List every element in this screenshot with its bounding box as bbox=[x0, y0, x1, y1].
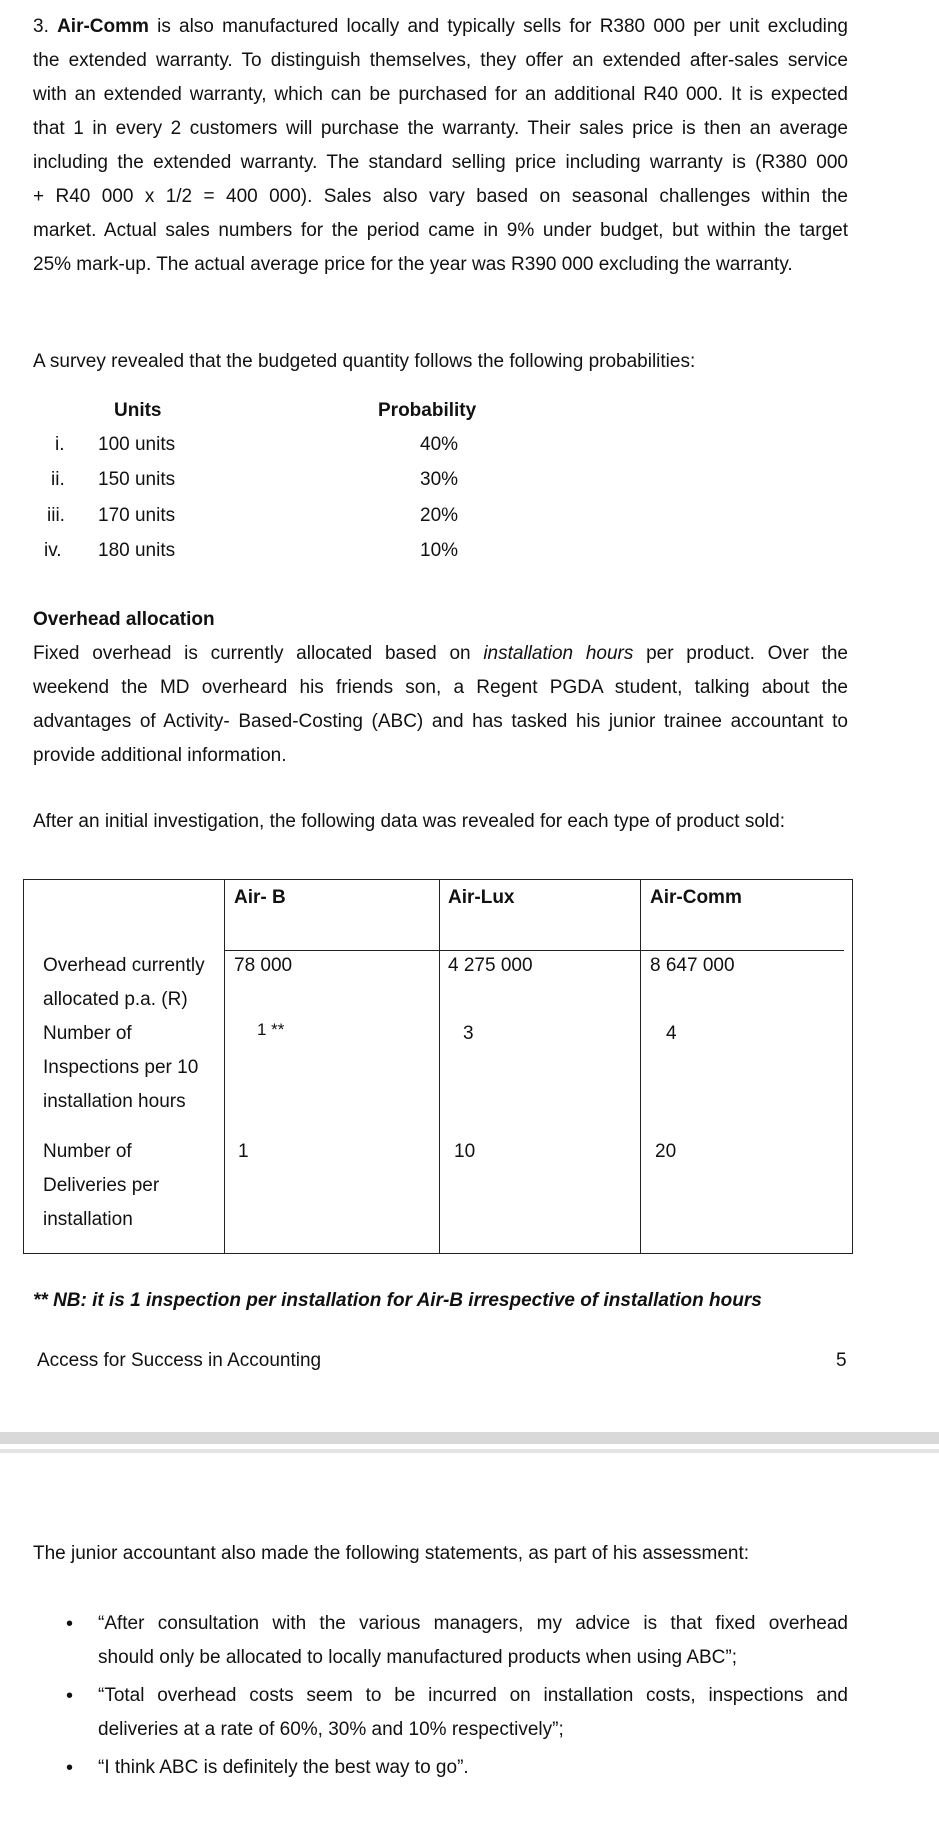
paragraph-line: the extended warranty. To distinguish themselves, they offer an extended after-sales service bbox=[33, 50, 848, 71]
statement-line: should only be allocated to locally manufactured products when using ABC”; bbox=[98, 1647, 737, 1668]
question-3-paragraph bbox=[33, 10, 848, 282]
page-number: 5 bbox=[836, 1350, 847, 1371]
column-header: Air-Comm bbox=[650, 887, 742, 908]
bullet-icon: • bbox=[66, 1757, 74, 1779]
paragraph-line: is also manufactured locally and typically sells for R380 000 per unit excluding bbox=[148, 16, 848, 37]
table-cell: 4 bbox=[666, 1023, 677, 1044]
table-divider bbox=[224, 880, 225, 1253]
probability-header: Probability bbox=[378, 400, 477, 421]
table-cell: 10 bbox=[454, 1141, 476, 1162]
table-cell: 1 ** bbox=[257, 1020, 285, 1039]
statements-intro: The junior accountant also made the following statements, as part of his assessment: bbox=[33, 1543, 750, 1564]
table-divider bbox=[640, 880, 641, 1253]
survey-numeral: ii. bbox=[51, 469, 65, 490]
paragraph-line: with an extended warranty, which can be purchased for an additional R40 000. It is expected bbox=[33, 84, 848, 105]
paragraph-line: weekend the MD overheard his friends son, a Regent PGDA student, talking about the bbox=[33, 677, 848, 698]
paragraph-line: that 1 in every 2 customers will purchase the warranty. Their sales price is then an average bbox=[33, 118, 848, 139]
product-data-table bbox=[23, 879, 853, 1254]
table-cell: 4 275 000 bbox=[448, 955, 533, 976]
survey-numeral: i. bbox=[55, 434, 65, 455]
units-header: Units bbox=[114, 400, 162, 421]
statement-3 bbox=[98, 1751, 848, 1785]
survey-numeral: iii. bbox=[47, 505, 65, 526]
page-separator bbox=[0, 1449, 939, 1453]
emphasis-text: installation hours bbox=[483, 643, 634, 664]
table-divider bbox=[439, 880, 440, 1253]
investigation-intro: After an initial investigation, the following data was revealed for each type of product sold: bbox=[33, 811, 785, 832]
overhead-paragraph bbox=[33, 637, 848, 773]
table-footnote: ** NB: it is 1 inspection per installation for Air-B irrespective of installation hours bbox=[33, 1290, 762, 1311]
statement-2 bbox=[98, 1679, 848, 1747]
survey-numeral: iv. bbox=[44, 540, 62, 561]
footer-text: Access for Success in Accounting bbox=[37, 1350, 322, 1371]
survey-intro: A survey revealed that the budgeted quantity follows the following probabilities: bbox=[33, 351, 696, 372]
paragraph-line: + R40 000 x 1/2 = 400 000). Sales also vary based on seasonal challenges within the bbox=[33, 186, 848, 207]
overhead-heading: Overhead allocation bbox=[33, 609, 215, 630]
survey-probability: 30% bbox=[420, 469, 459, 490]
survey-probability: 20% bbox=[420, 505, 459, 526]
product-name: Air-Comm bbox=[57, 16, 149, 37]
table-cell: 78 000 bbox=[234, 955, 293, 976]
question-number: 3. bbox=[33, 16, 49, 37]
table-cell: 8 647 000 bbox=[650, 955, 735, 976]
row-label-deliveries: Number of Deliveries per installation bbox=[43, 1141, 160, 1230]
survey-units: 150 units bbox=[98, 469, 176, 490]
column-header: Air-Lux bbox=[448, 887, 515, 908]
paragraph-line: market. Actual sales numbers for the period came in 9% under budget, but within the target bbox=[33, 220, 848, 241]
survey-units: 170 units bbox=[98, 505, 176, 526]
survey-probability: 40% bbox=[420, 434, 459, 455]
statement-1 bbox=[98, 1607, 848, 1675]
bullet-icon: • bbox=[66, 1685, 74, 1707]
row-label-inspections: Number of Inspections per 10 installation hours bbox=[43, 1023, 199, 1112]
table-cell: 3 bbox=[463, 1023, 474, 1044]
page-separator bbox=[0, 1432, 939, 1444]
statement-line: deliveries at a rate of 60%, 30% and 10% respectively”; bbox=[98, 1719, 564, 1740]
statement-line: “Total overhead costs seem to be incurred on installation costs, inspections and bbox=[98, 1685, 848, 1706]
paragraph-line: including the extended warranty. The standard selling price including warranty is (R380 000 bbox=[33, 152, 848, 173]
survey-units: 180 units bbox=[98, 540, 176, 561]
row-label-overhead: Overhead currently allocated p.a. (R) bbox=[43, 955, 205, 1010]
statement-line: “I think ABC is definitely the best way to go”. bbox=[98, 1757, 469, 1778]
header-rule bbox=[224, 950, 844, 951]
survey-units: 100 units bbox=[98, 434, 176, 455]
paragraph-line: per product. Over the bbox=[633, 643, 848, 664]
paragraph-line: 25% mark-up. The actual average price for the year was R390 000 excluding the warranty. bbox=[33, 254, 793, 275]
statement-line: “After consultation with the various managers, my advice is that fixed overhead bbox=[98, 1613, 848, 1634]
table-cell: 20 bbox=[655, 1141, 677, 1162]
paragraph-line: provide additional information. bbox=[33, 745, 287, 766]
bullet-icon: • bbox=[66, 1613, 74, 1635]
table-cell: 1 bbox=[238, 1141, 249, 1162]
column-header: Air- B bbox=[234, 887, 286, 908]
survey-probability: 10% bbox=[420, 540, 459, 561]
paragraph-line: Fixed overhead is currently allocated based on bbox=[33, 643, 484, 664]
paragraph-line: advantages of Activity- Based-Costing (ABC) and has tasked his junior trainee accountant to bbox=[33, 711, 848, 732]
